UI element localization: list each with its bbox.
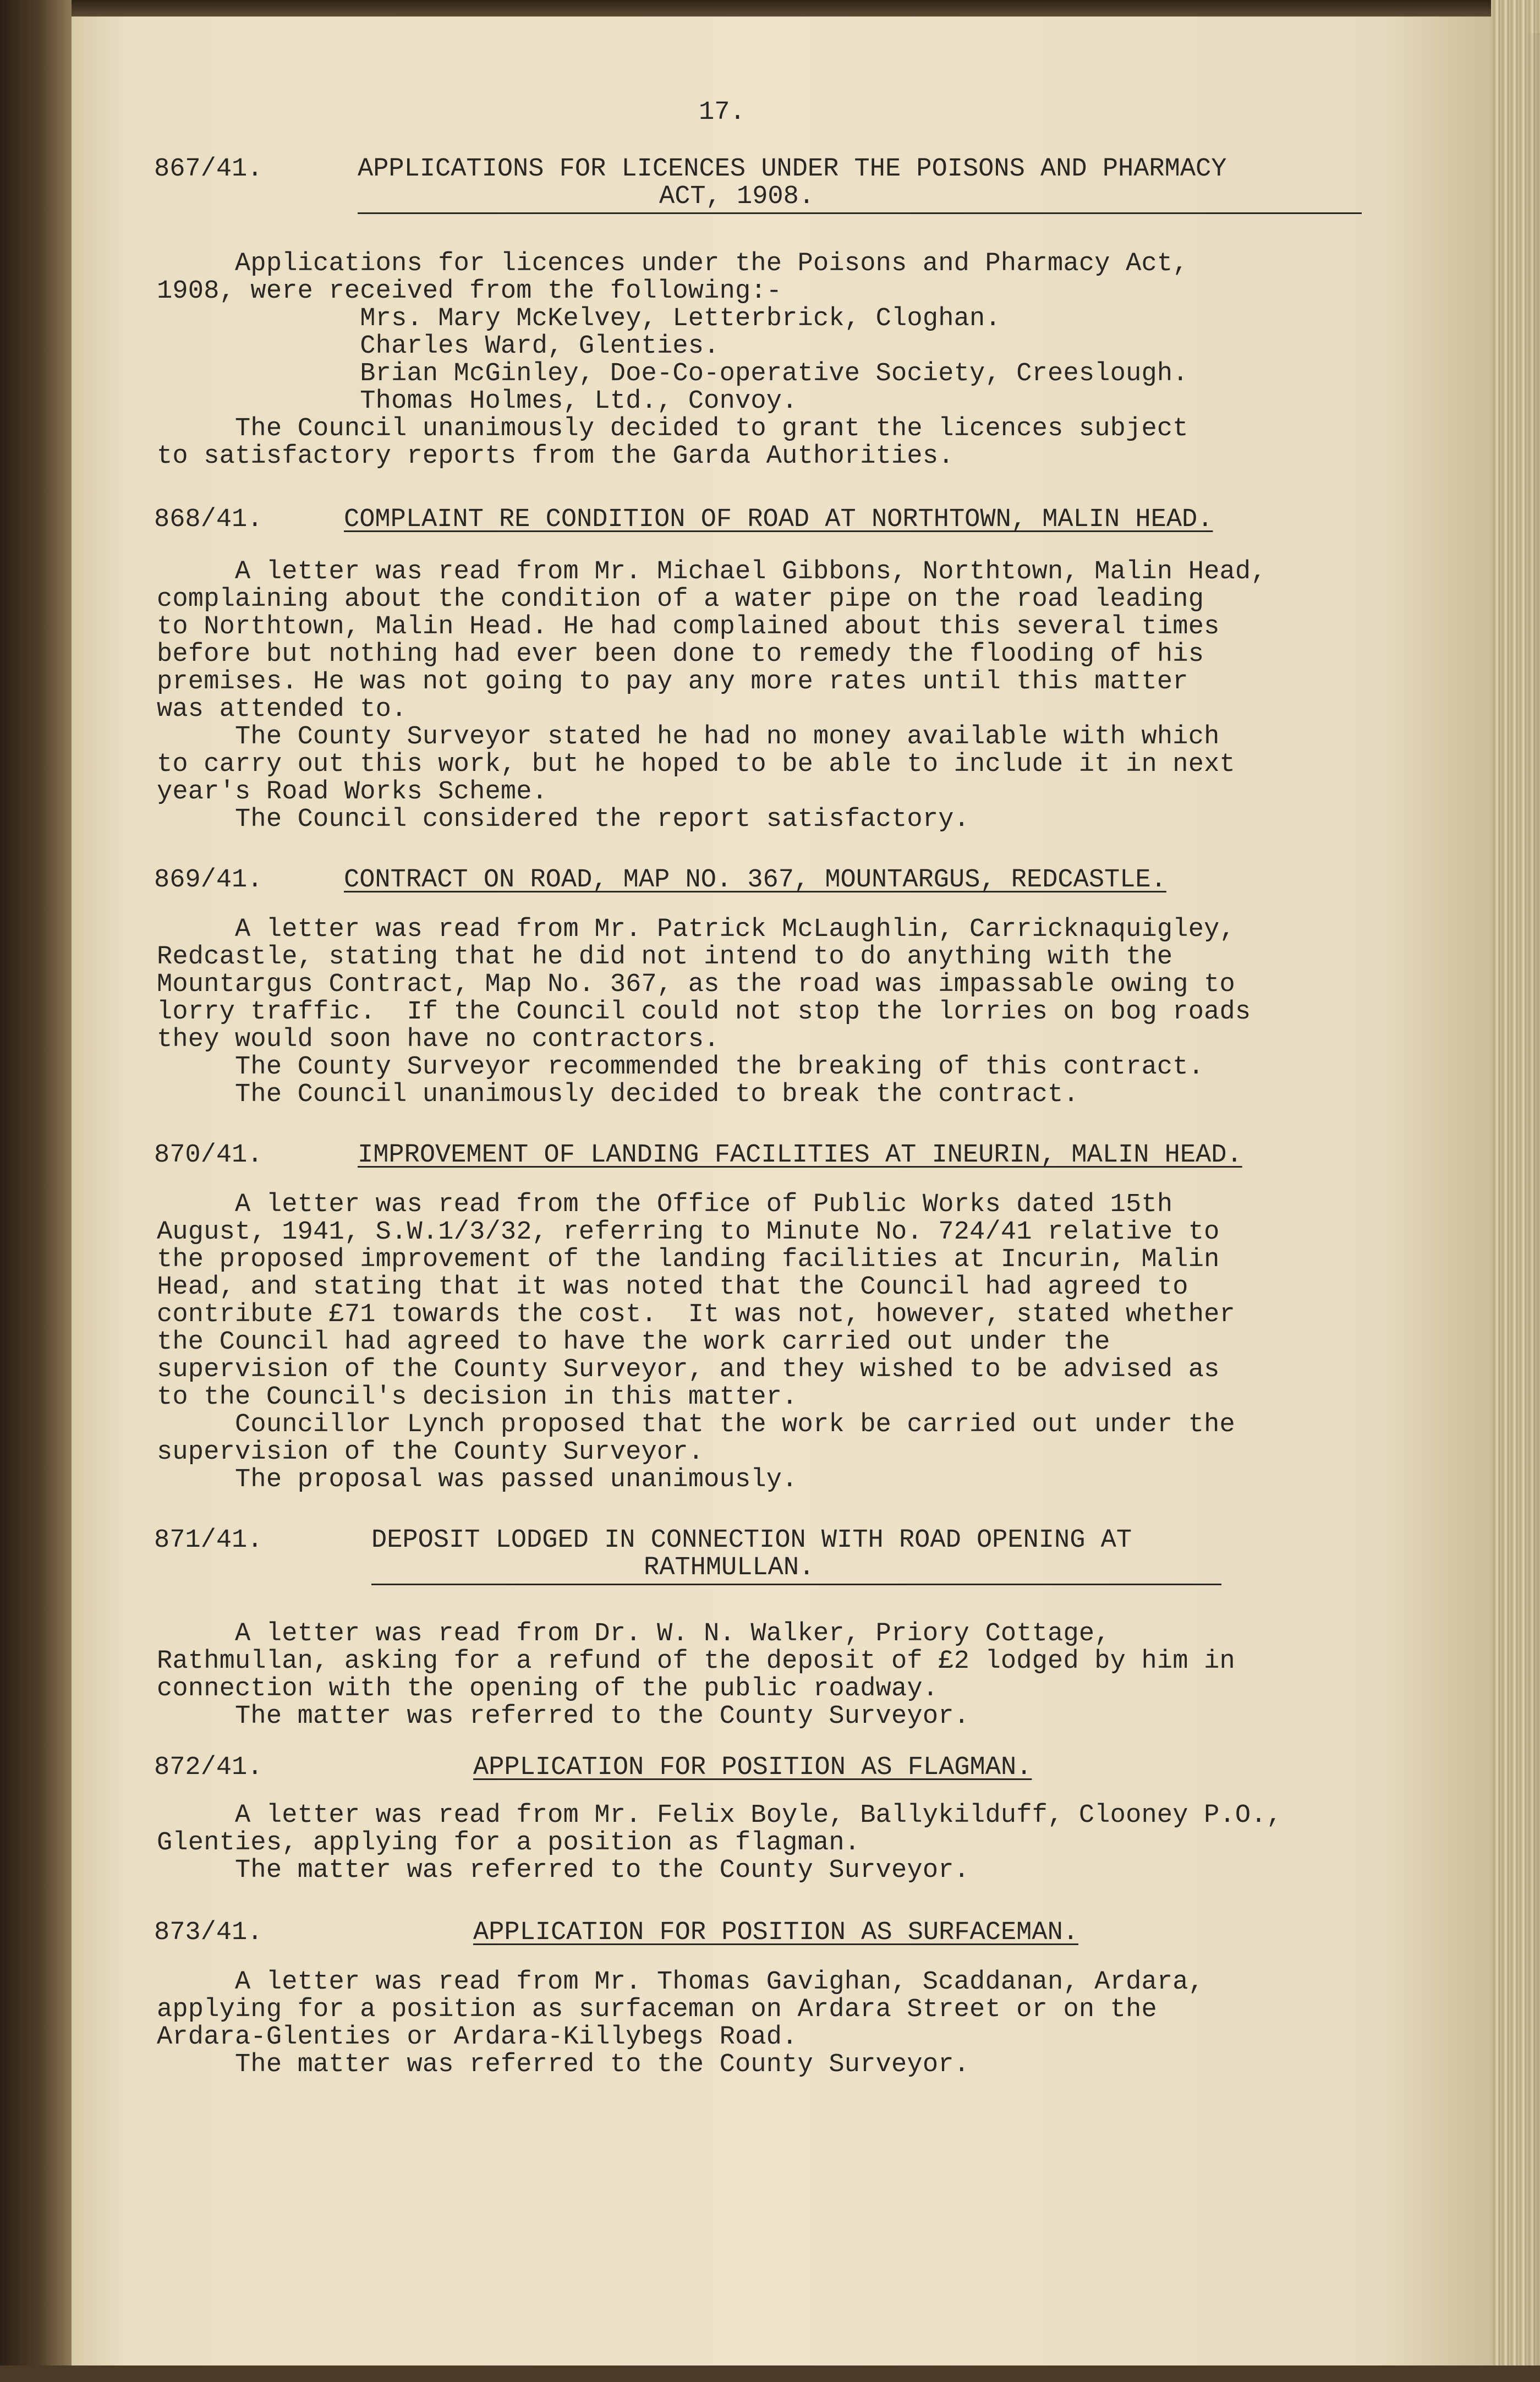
body-line: they would soon have no contractors. — [157, 1025, 720, 1054]
body-line: the proposed improvement of the landing facilities at Incurin, Malin — [157, 1245, 1220, 1274]
body-line: The proposal was passed unanimously. — [157, 1465, 798, 1494]
body-line: Redcastle, stating that he did not intend to do anything with the — [157, 943, 1173, 972]
body-line: applying for a position as surfaceman on Ardara Street or on the — [157, 1995, 1157, 2024]
minute-number: 871/41. — [154, 1526, 263, 1555]
body-line: contribute £71 towards the cost. It was not, however, stated whether — [157, 1300, 1235, 1329]
minute-number: 867/41. — [154, 155, 263, 184]
section-heading: IMPROVEMENT OF LANDING FACILITIES AT INEURIN, MALIN HEAD. — [358, 1141, 1242, 1170]
body-line: Applications for licences under the Poisons and Pharmacy Act, — [157, 249, 1188, 278]
body-line: A letter was read from Dr. W. N. Walker, Priory Cottage, — [157, 1619, 1110, 1649]
document-page — [72, 17, 1491, 2365]
body-line: The County Surveyor recommended the breaking of this contract. — [157, 1053, 1204, 1082]
body-line: A letter was read from Mr. Michael Gibbons, Northtown, Malin Head, — [157, 557, 1267, 587]
body-line: The matter was referred to the County Surveyor. — [157, 1702, 970, 1731]
page-number: 17. — [699, 98, 746, 127]
body-line: lorry traffic. If the Council could not stop the lorries on bog roads — [157, 998, 1251, 1027]
book-top-edge — [0, 0, 1540, 17]
section-heading-cont: ACT, 1908. — [659, 182, 815, 211]
body-line: 1908, were received from the following:- — [157, 277, 782, 306]
body-line: Brian McGinley, Doe-Co-operative Society, Creeslough. — [157, 359, 1188, 388]
body-line: The matter was referred to the County Surveyor. — [157, 2050, 970, 2079]
body-line: Charles Ward, Glenties. — [157, 332, 720, 361]
body-line: supervision of the County Surveyor. — [157, 1438, 704, 1467]
body-line: The Council considered the report satisfactory. — [157, 805, 970, 834]
body-line: The Council unanimously decided to break the contract. — [157, 1080, 1079, 1109]
body-line: A letter was read from Mr. Thomas Gavighan, Scaddanan, Ardara, — [157, 1968, 1204, 1997]
body-line: A letter was read from Mr. Patrick McLaughlin, Carricknaquigley, — [157, 915, 1235, 944]
body-line: to carry out this work, but he hoped to be able to include it in next — [157, 750, 1235, 779]
body-line: was attended to. — [157, 695, 407, 724]
body-line: The Council unanimously decided to grant the licences subject — [157, 414, 1188, 443]
minute-number: 872/41. — [154, 1753, 263, 1782]
body-line: complaining about the condition of a water pipe on the road leading — [157, 585, 1204, 614]
section-heading: COMPLAINT RE CONDITION OF ROAD AT NORTHTOWN, MALIN HEAD. — [344, 505, 1213, 534]
body-line: before but nothing had ever been done to remedy the flooding of his — [157, 640, 1204, 669]
minute-number: 868/41. — [154, 505, 263, 534]
body-line: August, 1941, S.W.1/3/32, referring to Minute No. 724/41 relative to — [157, 1218, 1220, 1247]
body-line: year's Road Works Scheme. — [157, 777, 548, 807]
body-line: to Northtown, Malin Head. He had complained about this several times — [157, 612, 1220, 642]
body-line: A letter was read from Mr. Felix Boyle, Ballykilduff, Clooney P.O., — [157, 1801, 1283, 1830]
body-line: to the Council's decision in this matter. — [157, 1383, 798, 1412]
body-line: Thomas Holmes, Ltd., Convoy. — [157, 387, 798, 416]
body-line: Head, and stating that it was noted that the Council had agreed to — [157, 1273, 1188, 1302]
body-line: Councillor Lynch proposed that the work be carried out under the — [157, 1410, 1235, 1439]
body-line: A letter was read from the Office of Public Works dated 15th — [157, 1190, 1173, 1219]
section-heading: APPLICATION FOR POSITION AS SURFACEMAN. — [473, 1918, 1078, 1947]
section-heading: DEPOSIT LODGED IN CONNECTION WITH ROAD OPENING AT — [371, 1526, 1132, 1555]
body-line: premises. He was not going to pay any more rates until this matter — [157, 667, 1188, 697]
body-line: The matter was referred to the County Surveyor. — [157, 1856, 970, 1885]
body-line: supervision of the County Surveyor, and they wished to be advised as — [157, 1355, 1220, 1384]
body-line: Rathmullan, asking for a refund of the deposit of £2 lodged by him in — [157, 1647, 1235, 1676]
body-line: The County Surveyor stated he had no money available with which — [157, 722, 1220, 752]
section-heading: APPLICATIONS FOR LICENCES UNDER THE POISONS AND PHARMACY — [358, 155, 1227, 184]
section-heading: APPLICATION FOR POSITION AS FLAGMAN. — [473, 1753, 1032, 1782]
body-line: Glenties, applying for a position as flagman. — [157, 1828, 861, 1858]
body-line: Mountargus Contract, Map No. 367, as the road was impassable owing to — [157, 970, 1235, 999]
minute-number: 870/41. — [154, 1141, 263, 1170]
body-line: the Council had agreed to have the work carried out under the — [157, 1328, 1110, 1357]
body-line: Mrs. Mary McKelvey, Letterbrick, Cloghan. — [157, 304, 1001, 333]
body-line: connection with the opening of the public roadway. — [157, 1674, 939, 1704]
body-line: to satisfactory reports from the Garda Authorities. — [157, 442, 954, 471]
minute-number: 869/41. — [154, 866, 263, 895]
minute-number: 873/41. — [154, 1918, 263, 1947]
heading-underline — [371, 1584, 1221, 1585]
book-cover-edge — [0, 0, 72, 2365]
body-line: Ardara-Glenties or Ardara-Killybegs Road. — [157, 2023, 798, 2052]
section-heading: CONTRACT ON ROAD, MAP NO. 367, MOUNTARGUS, REDCASTLE. — [344, 866, 1166, 895]
section-heading-cont: RATHMULLAN. — [644, 1553, 815, 1582]
heading-underline — [358, 212, 1362, 214]
